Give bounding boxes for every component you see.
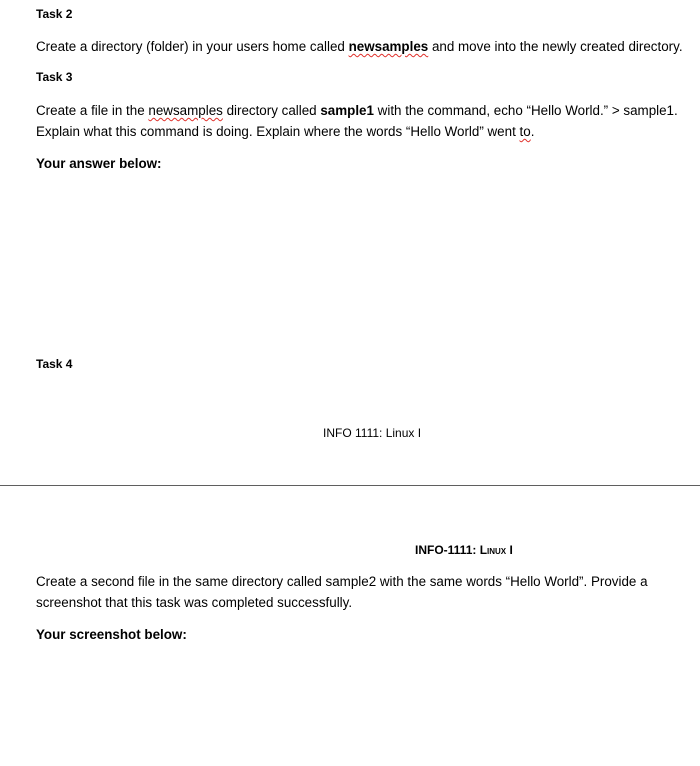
task5-line1: Create a second file in the same directory called sample2 with the same words “Hello World”. Provide a: [36, 574, 648, 589]
task3-line2-before: Explain what this command is doing. Explain where the words “Hello World” went: [36, 124, 520, 139]
task3-line1-dir: newsamples: [148, 103, 223, 118]
task2-text-after: and move into the newly created directory.: [428, 39, 683, 54]
task3-line2: [36, 121, 534, 142]
page-footer: INFO 1111: Linux I: [323, 426, 422, 440]
task3-line1-file: sample1: [320, 103, 374, 118]
page-break-divider: [0, 485, 700, 486]
task3-line1-after: with the command, echo “Hello World.” > sample1.: [373, 103, 678, 118]
task3-line1-before: Create a file in the: [36, 103, 149, 118]
task2-instructions: [36, 36, 683, 57]
task2-dir-name: newsamples: [348, 39, 429, 54]
page-header-prefix: INFO-1111:: [415, 543, 480, 557]
task3-line1: [36, 100, 678, 121]
screenshot-answer-label: Your screenshot below:: [36, 627, 187, 642]
task3-line2-word: to: [519, 124, 531, 139]
task3-answer-label: Your answer below:: [36, 156, 162, 171]
task2-text-before: Create a directory (folder) in your users home called: [36, 39, 349, 54]
task2-heading: Task 2: [36, 7, 73, 21]
page-header-suffix: Linux I: [479, 543, 513, 557]
task3-heading: Task 3: [36, 70, 73, 84]
task3-line1-mid: directory called: [222, 103, 321, 118]
page-header: [415, 543, 513, 557]
task3-line2-after: .: [530, 124, 535, 139]
task4-heading: Task 4: [36, 357, 73, 371]
task5-line2: screenshot that this task was completed successfully.: [36, 595, 353, 610]
